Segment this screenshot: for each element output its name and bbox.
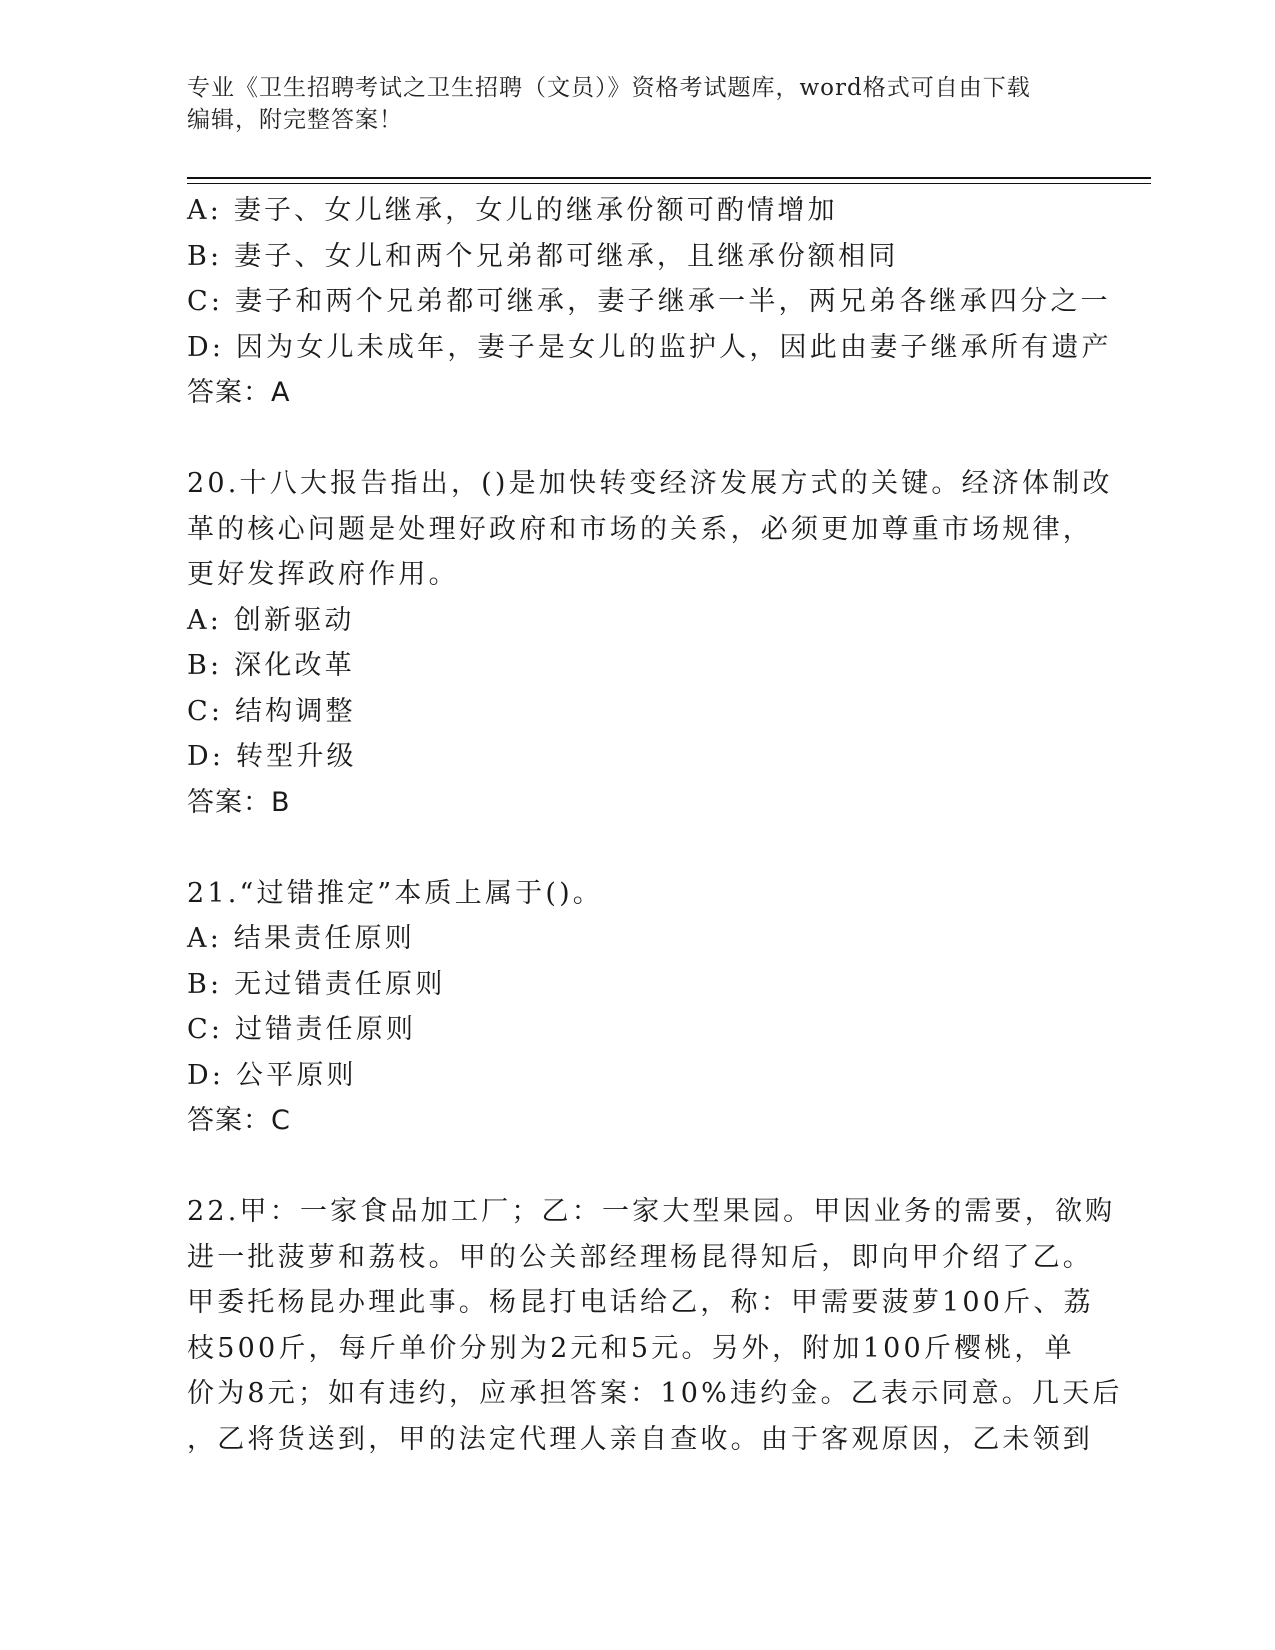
- question-20: [187, 461, 1113, 825]
- question-stem: 枝500斤，每斤单价分别为2元和5元。另外，附加100斤樱桃，单: [187, 1332, 1075, 1364]
- header-line-2: 编辑，附完整答案！: [187, 107, 403, 133]
- option-d: D: 因为女儿未成年，妻子是女儿的监护人，因此由妻子继承所有遗产: [187, 331, 1112, 363]
- spacer: [187, 1144, 1087, 1190]
- question-stem: 进一批菠萝和荔枝。甲的公关部经理杨昆得知后，即向甲介绍了乙。: [187, 1241, 1093, 1273]
- spacer: [187, 825, 1087, 871]
- answer: 答案：B: [187, 786, 291, 818]
- question-stem: 价为8元；如有违约，应承担答案：10%违约金。乙表示同意。几天后: [187, 1378, 1123, 1409]
- option-c: C: 结构调整: [187, 695, 356, 727]
- option-b: B: 深化改革: [187, 650, 355, 681]
- header-divider-thin: [187, 183, 1151, 184]
- option-c: C: 妻子和两个兄弟都可继承，妻子继承一半，两兄弟各继承四分之一: [187, 286, 1111, 317]
- question-content: [187, 188, 1123, 1462]
- question-22: [187, 1189, 1123, 1462]
- question-stem: 22.甲：一家食品加工厂；乙：一家大型果园。甲因业务的需要，欲购: [187, 1196, 1116, 1227]
- header-divider-thick: [187, 177, 1151, 179]
- option-b: B: 妻子、女儿和两个兄弟都可继承，且继承份额相同: [187, 240, 899, 272]
- option-c: C: 过错责任原则: [187, 1014, 417, 1045]
- option-b: B: 无过错责任原则: [187, 968, 446, 1000]
- question-19: [187, 188, 1112, 416]
- spacer: [187, 416, 1087, 462]
- header-line-1: 专业《卫生招聘考试之卫生招聘（文员）》资格考试题库，word格式可自由下载: [187, 75, 1031, 101]
- answer: 答案：C: [187, 1105, 291, 1136]
- option-a: A: 妻子、女儿继承，女儿的继承份额可酌情增加: [187, 195, 838, 226]
- question-stem: 甲委托杨昆办理此事。杨昆打电话给乙，称：甲需要菠萝100斤、荔: [187, 1287, 1094, 1318]
- option-a: A: 创新驱动: [187, 604, 355, 636]
- question-stem: ，乙将货送到，甲的法定代理人亲自查收。由于客观原因，乙未领到: [187, 1423, 1093, 1455]
- answer: 答案：A: [187, 377, 291, 408]
- question-stem: 21.“过错推定”本质上属于()。: [187, 877, 604, 909]
- question-stem: 革的核心问题是处理好政府和市场的关系，必须更加尊重市场规律，: [187, 513, 1093, 545]
- question-21: [187, 871, 1087, 1144]
- option-d: D: 转型升级: [187, 741, 357, 772]
- question-stem: 20.十八大报告指出，()是加快转变经济发展方式的关键。经济体制改: [187, 468, 1113, 499]
- question-stem: 更好发挥政府作用。: [187, 559, 459, 590]
- page-header: [187, 72, 1067, 136]
- option-d: D: 公平原则: [187, 1059, 357, 1091]
- option-a: A: 结果责任原则: [187, 923, 415, 954]
